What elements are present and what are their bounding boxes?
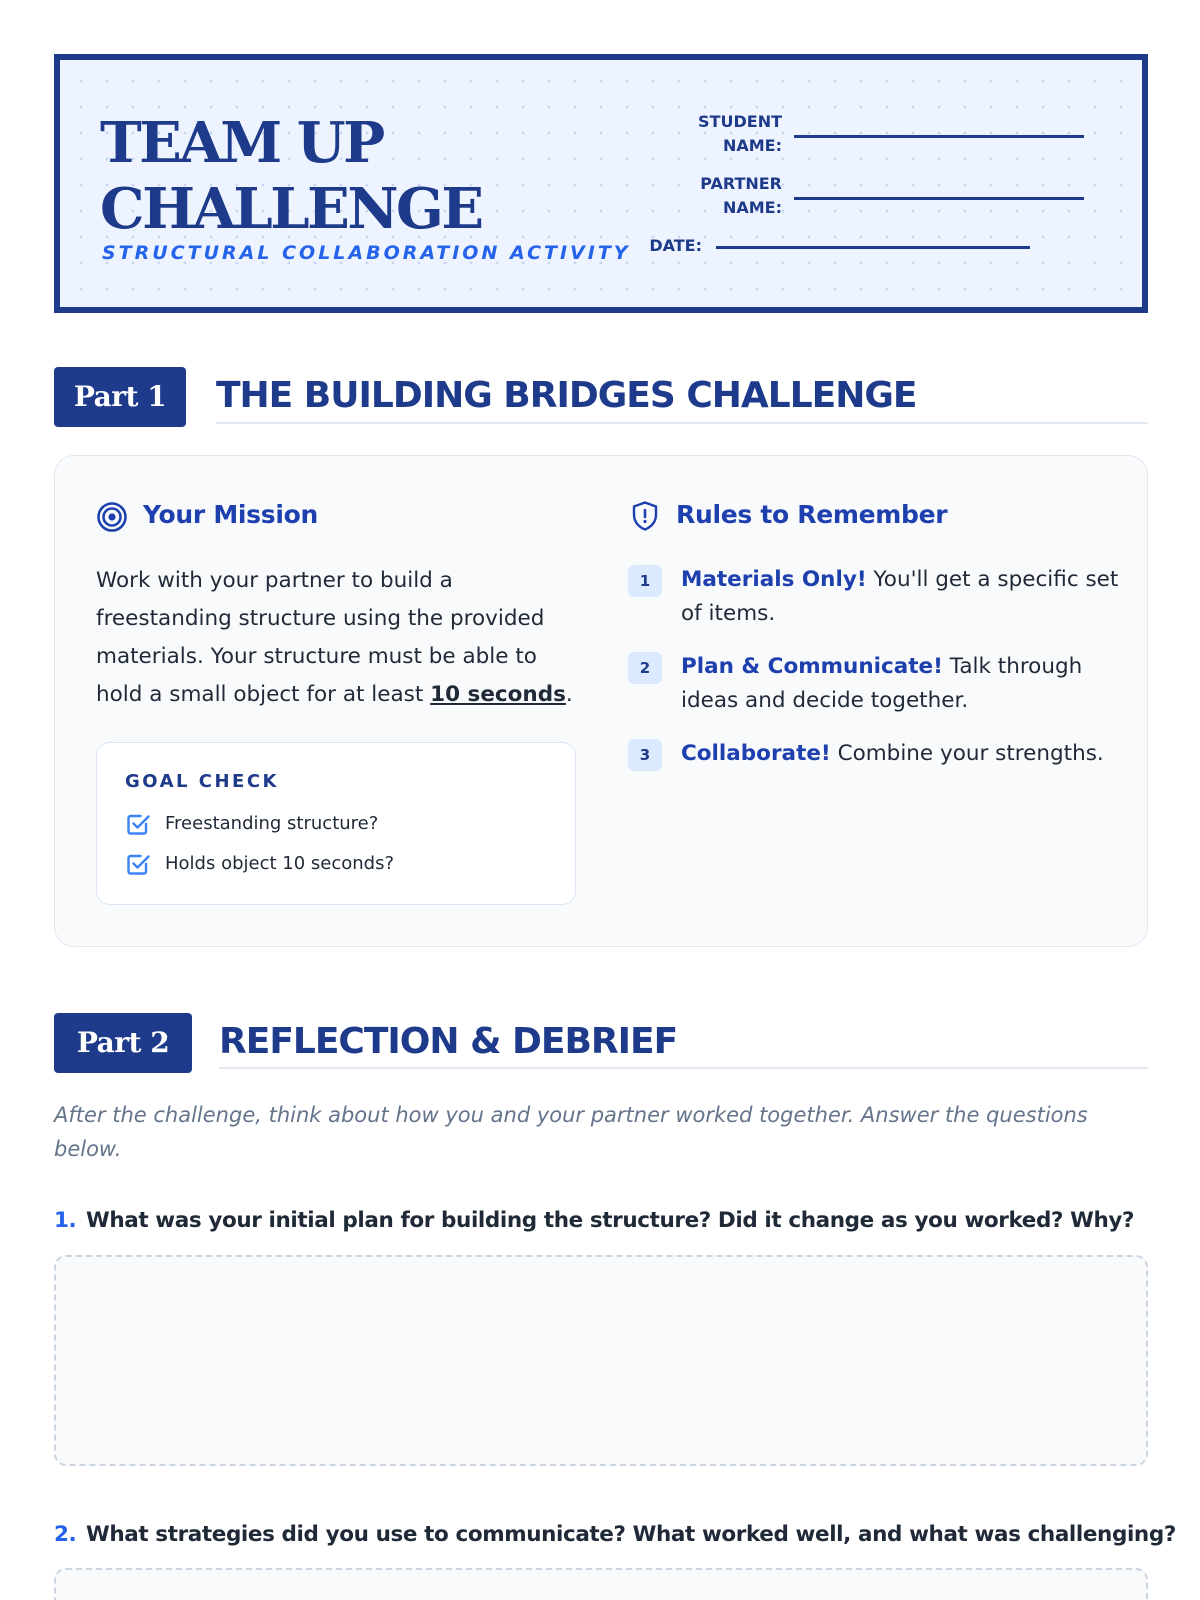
partner-label-line1: PARTNER <box>700 174 782 193</box>
question-1 <box>54 1208 1134 1233</box>
checkbox-checked-icon[interactable] <box>125 811 151 837</box>
worksheet-title <box>100 110 482 242</box>
part2-intro: After the challenge, think about how you and your partner worked together. Answer the questions below. <box>54 1103 1088 1161</box>
shield-alert-icon <box>630 500 660 532</box>
question-number: 1. <box>54 1208 77 1233</box>
worksheet-subtitle: STRUCTURAL COLLABORATION ACTIVITY <box>102 242 631 264</box>
checkbox-checked-icon[interactable] <box>125 851 151 877</box>
partner-name-field[interactable] <box>794 197 1084 200</box>
part1-tag: Part 1 <box>54 367 186 427</box>
target-icon <box>96 501 128 533</box>
rule-text <box>681 650 1121 718</box>
question-number: 2. <box>54 1522 77 1547</box>
title-line-1: TEAM UP <box>100 110 383 176</box>
rule-bold: Plan & Communicate! <box>681 654 943 679</box>
goal-item-label: Holds object 10 seconds? <box>165 853 395 874</box>
goal-check-box <box>96 742 576 905</box>
student-label-line1: STUDENT <box>698 112 782 131</box>
rule-detail: Talk through ideas and decide together. <box>681 654 1083 713</box>
rules-heading: Rules to Remember <box>676 500 948 529</box>
mission-heading: Your Mission <box>143 500 318 529</box>
worksheet-header <box>54 54 1148 313</box>
part1-title: THE BUILDING BRIDGES CHALLENGE <box>216 375 917 416</box>
rule-bold: Materials Only! <box>681 567 867 592</box>
mission-text-emphasis: 10 seconds <box>430 682 566 707</box>
rule-text <box>681 737 1121 771</box>
rule-number: 3 <box>628 739 662 771</box>
partner-name-label <box>662 172 782 220</box>
part2-tag: Part 2 <box>54 1013 192 1073</box>
answer-box-2[interactable] <box>54 1568 1148 1600</box>
part1-divider <box>216 422 1148 424</box>
student-name-field[interactable] <box>794 135 1084 138</box>
mission-text-body: Work with your partner to build a freestanding structure using the provided materials. Your structure must be able to hold a small object for at least <box>96 568 545 707</box>
rule-number: 1 <box>628 565 662 597</box>
title-line-2: CHALLENGE <box>100 176 482 242</box>
goal-check-title: GOAL CHECK <box>125 771 279 792</box>
goal-item-label: Freestanding structure? <box>165 813 379 834</box>
rule-detail: You'll get a specific set of items. <box>681 567 1119 626</box>
date-label: DATE: <box>649 236 702 255</box>
rule-bold: Collaborate! <box>681 741 831 766</box>
rule-detail: Combine your strengths. <box>830 741 1104 766</box>
student-name-label <box>662 110 782 158</box>
answer-box-1[interactable] <box>54 1255 1148 1466</box>
mission-text <box>96 562 576 714</box>
part2-title: REFLECTION & DEBRIEF <box>219 1021 678 1062</box>
date-field[interactable] <box>716 246 1030 249</box>
question-text: What was your initial plan for building the structure? Did it change as you worked? Why? <box>86 1208 1135 1233</box>
question-text: What strategies did you use to communicate? What worked well, and what was challenging? <box>86 1522 1176 1547</box>
question-2 <box>54 1522 1176 1547</box>
part2-divider <box>219 1067 1148 1069</box>
mission-text-end: . <box>565 682 573 707</box>
rule-number: 2 <box>628 652 662 684</box>
student-label-line2: NAME: <box>722 136 782 155</box>
partner-label-line2: NAME: <box>722 198 782 217</box>
rule-text <box>681 563 1121 631</box>
